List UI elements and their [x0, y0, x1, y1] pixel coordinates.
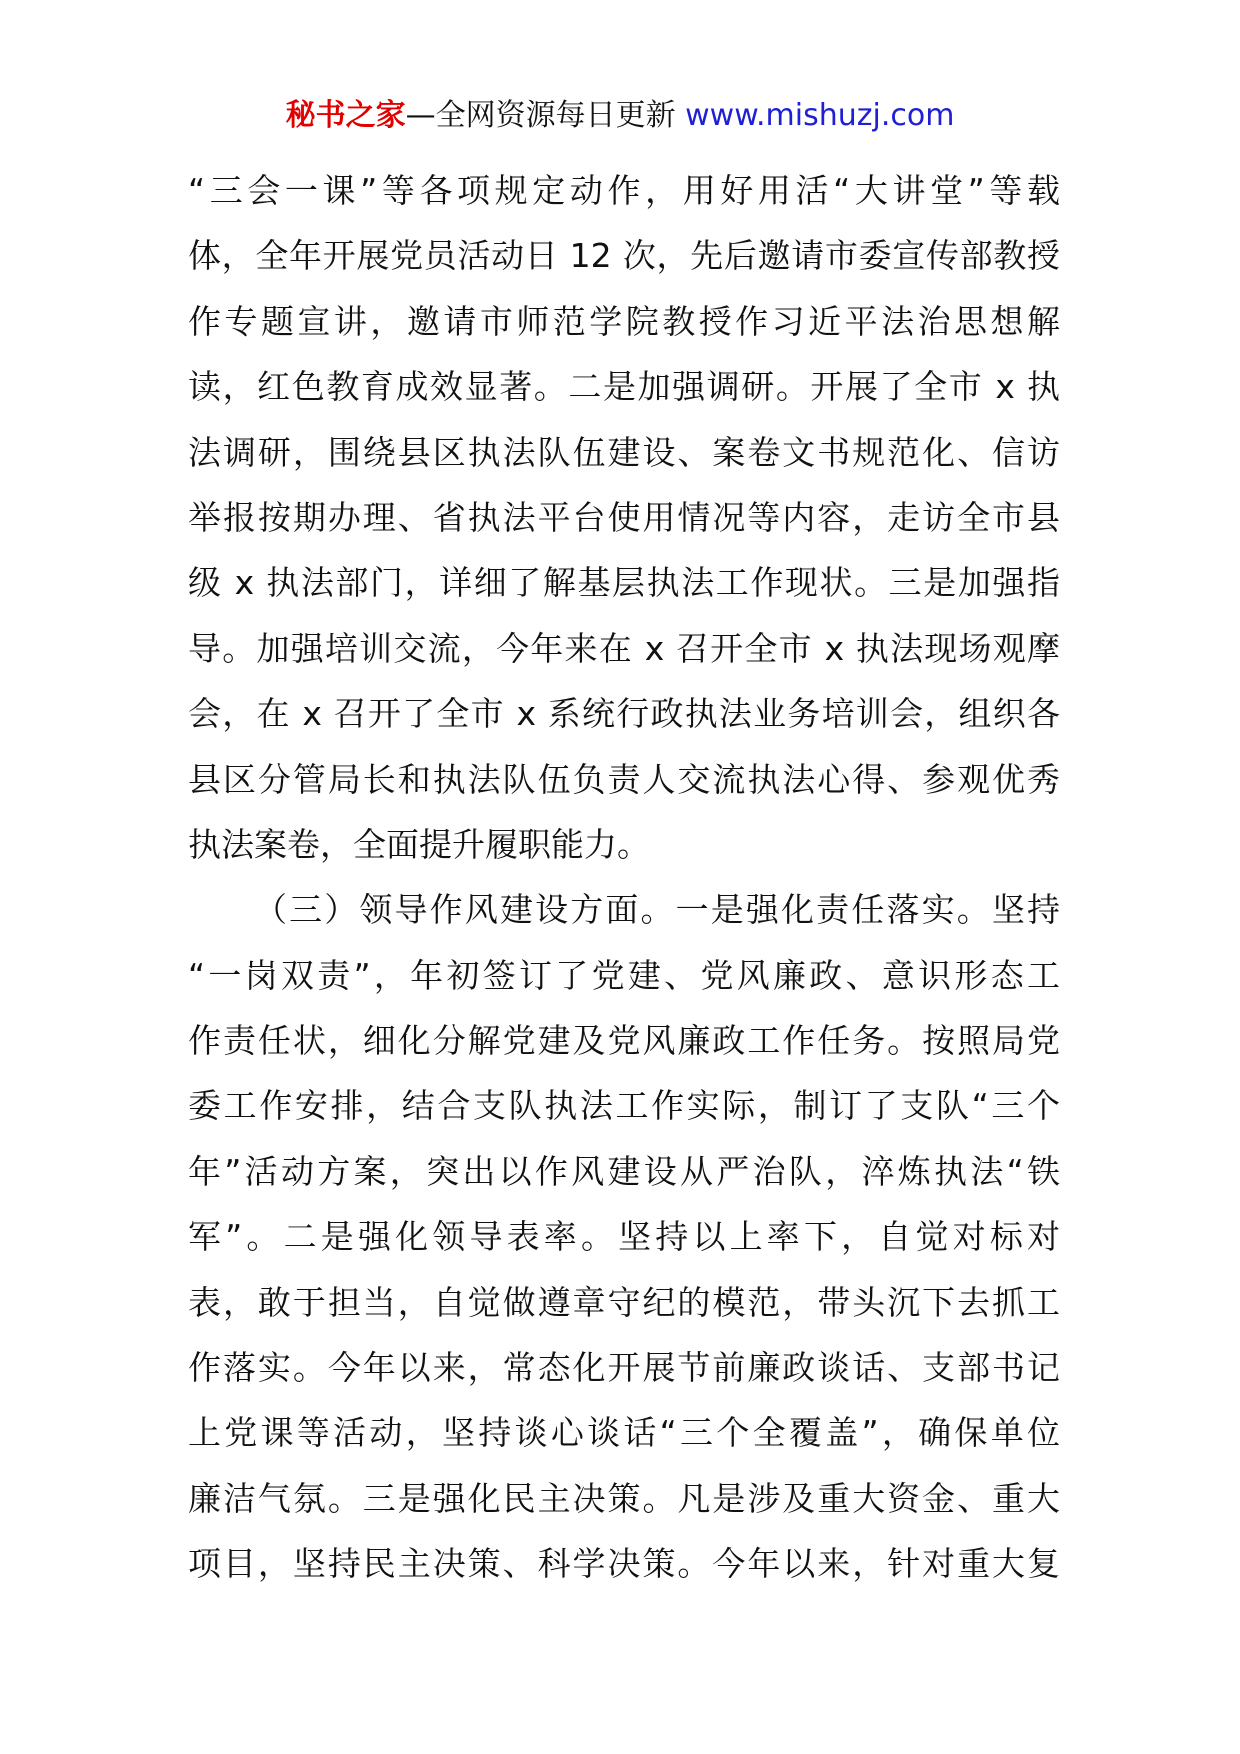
body-line: 会，在 x 召开了全市 x 系统行政执法业务培训会，组织各: [188, 694, 1060, 734]
brand-name: 秘书之家: [285, 98, 406, 133]
body-line: 廉洁气氛。三是强化民主决策。凡是涉及重大资金、重大: [188, 1478, 1060, 1518]
body-line: 作责任状，细化分解党建及党风廉政工作任务。按照局党: [188, 1021, 1060, 1061]
body-line: 体，全年开展党员活动日 12 次，先后邀请市委宣传部教授: [188, 236, 1060, 276]
body-line: 导。加强培训交流，今年来在 x 召开全市 x 执法现场观摩: [188, 628, 1060, 668]
body-line: 县区分管局长和执法队伍负责人交流执法心得、参观优秀: [188, 759, 1060, 799]
body-line: 法调研，围绕县区执法队伍建设、案卷文书规范化、信访: [188, 432, 1060, 472]
body-line: 级 x 执法部门，详细了解基层执法工作现状。三是加强指: [188, 563, 1060, 603]
body-line: 读，红色教育成效显著。二是加强调研。开展了全市 x 执: [188, 367, 1060, 407]
body-line: 年”活动方案，突出以作风建设从严治队，淬炼执法“铁: [188, 1151, 1060, 1191]
body-line: 委工作安排，结合支队执法工作实际，制订了支队“三个: [188, 1086, 1060, 1126]
section-heading-line: （三）领导作风建设方面。一是强化责任落实。坚持: [254, 890, 1060, 930]
paragraph-end-line: 执法案卷，全面提升履职能力。: [188, 824, 650, 864]
body-line: 项目，坚持民主决策、科学决策。今年以来，针对重大复: [188, 1544, 1060, 1584]
body-line: “三会一课”等各项规定动作，用好用活“大讲堂”等载: [188, 171, 1060, 210]
body-line: 表，敢于担当，自觉做遵章守纪的模范，带头沉下去抓工: [188, 1282, 1060, 1322]
page-header: [0, 96, 1240, 136]
body-line: 作落实。今年以来，常态化开展节前廉政谈话、支部书记: [188, 1348, 1060, 1388]
document-body: [188, 158, 1060, 1597]
body-line: 作专题宣讲，邀请市师范学院教授作习近平法治思想解: [188, 301, 1060, 341]
body-line: “一岗双责”，年初签订了党建、党风廉政、意识形态工: [188, 955, 1060, 995]
site-url[interactable]: www.mishuzj.com: [685, 98, 955, 133]
body-line: 举报按期办理、省执法平台使用情况等内容，走访全市县: [188, 497, 1060, 537]
body-line: 军”。二是强化领导表率。坚持以上率下，自觉对标对: [188, 1217, 1060, 1257]
body-line: 上党课等活动，坚持谈心谈话“三个全覆盖”，确保单位: [188, 1413, 1060, 1453]
header-slogan: —全网资源每日更新: [405, 98, 686, 133]
